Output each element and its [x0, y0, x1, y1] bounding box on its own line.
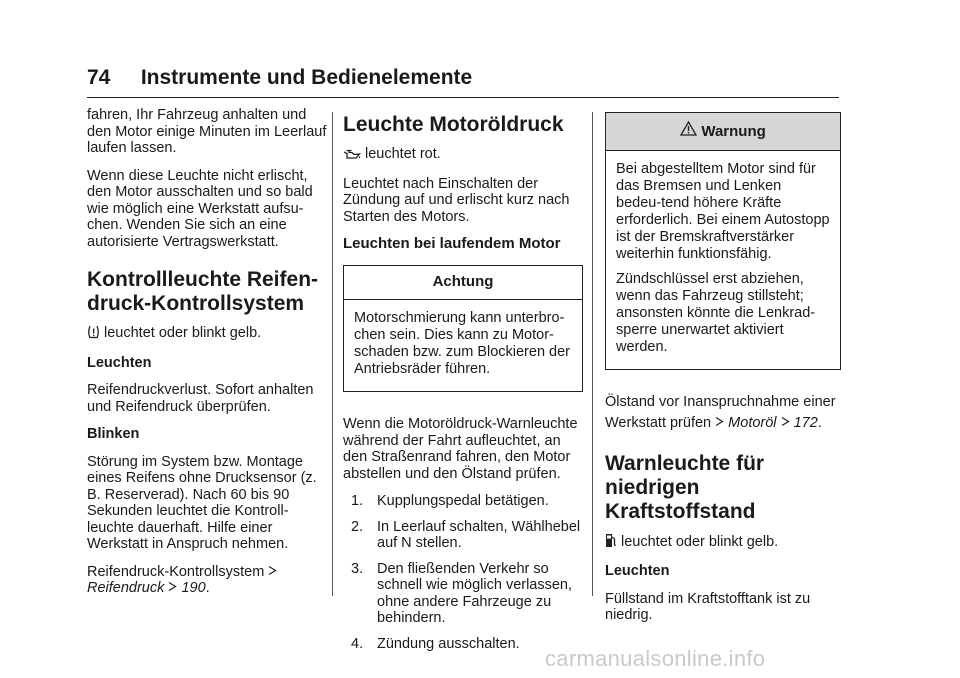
oil-status-line: leuchtet rot.: [343, 146, 583, 165]
column-divider-right: [592, 112, 593, 596]
column-divider-left: [332, 112, 333, 596]
page-header: [87, 66, 839, 90]
page-title: Instrumente und Bedienelemente: [140, 66, 473, 89]
tire-pressure-icon: [87, 325, 100, 344]
section-heading-low-fuel: Warnleuchte für niedrigen Kraftstoffstand: [605, 451, 765, 523]
reference-page[interactable]: 172: [793, 414, 818, 431]
caution-box: [343, 265, 583, 393]
paragraph: Reifendruckverlust. Sofort anhalten und Reifendruck überprüfen.: [87, 382, 314, 415]
reference-link[interactable]: Reifendruck: [87, 580, 165, 596]
header-rule: [87, 97, 839, 98]
paragraph: Füllstand im Kraftstofftank ist zu niedrig.: [605, 590, 811, 623]
page-number: 74: [87, 66, 111, 89]
fuel-status-line: leuchtet oder blinkt gelb.: [605, 533, 841, 553]
list-item: 4. Zündung ausschalten.: [351, 635, 520, 652]
list-item: 2. In Leerlauf schalten, Wählhebel auf N stellen.: [351, 518, 581, 551]
subheading-leuchten: Leuchten: [87, 354, 152, 371]
reference-arrow-icon: [268, 564, 277, 580]
reference-link[interactable]: Motoröl: [728, 414, 777, 431]
column-1: [87, 107, 327, 608]
reference-page[interactable]: 190: [181, 580, 206, 596]
watermark: carmanualsonline.info: [545, 646, 766, 671]
caution-body: Motorschmierung kann unterbro-chen sein. Dies kann zu Motor-schaden bzw. zum Blockieren der Antriebsräder führen.: [354, 310, 570, 377]
paragraph: Störung im System bzw. Montage eines Reifens ohne Drucksensor (z. B. Reserverad). Nach 60 bis 90 Sekunden leuchtet die Kontroll-leuchte dauerhaft. Hilfe einer Werkstatt in Anspruch nehmen.: [87, 453, 317, 552]
subheading-running-engine: Leuchten bei laufendem Motor: [343, 235, 561, 252]
warning-box: [605, 112, 841, 370]
warning-body: Bei abgestelltem Motor sind für das Bremsen und Lenken bedeu-tend höhere Kräfte erforderlich. Bei einem Autostopp ist der Bremskraftverstärker weiterhin funktionsfähig. Zündschlüssel erst abziehen, wenn das Fahrzeug stillsteht; ansonsten könnte die Lenkrad-sperre unerwartet aktiviert werden.: [616, 160, 830, 355]
paragraph: Wenn die Motoröldruck-Warnleuchte während der Fahrt aufleuchtet, an den Straßenrand fahren, den Motor abstellen und den Ölstand prüfen.: [343, 416, 578, 482]
caution-title: Achtung: [344, 266, 582, 301]
warning-title: Warnung: [606, 113, 840, 151]
paragraph: fahren, Ihr Fahrzeug anhalten und den Motor einige Minuten im Leerlauf laufen lassen.: [87, 107, 327, 156]
subheading-leuchten: Leuchten: [605, 563, 670, 579]
subheading-blinken: Blinken: [87, 426, 140, 442]
oil-can-icon: [343, 148, 361, 165]
section-heading-oil-pressure: Leuchte Motoröldruck: [343, 113, 564, 136]
paragraph: Leuchtet nach Einschalten der Zündung auf und erlischt kurz nach Starten des Motors.: [343, 175, 570, 225]
reference-arrow-icon: [715, 415, 728, 431]
cross-reference: Ölstand vor Inanspruchnahme einer Werkstatt prüfen Motoröl 172.: [605, 393, 836, 431]
steps-list: [343, 493, 583, 652]
list-item: 1. Kupplungspedal betätigen.: [351, 493, 549, 509]
cross-reference: Reifendruck-Kontrollsystem Reifendruck 190.: [87, 564, 327, 597]
reference-arrow-icon: [781, 415, 794, 431]
column-2: [343, 107, 583, 661]
fuel-pump-icon: [605, 533, 617, 553]
section-heading-tpms: Kontrollleuchte Reifen- druck-Kontrollsystem: [87, 268, 319, 315]
reference-arrow-icon: [168, 580, 181, 596]
paragraph: Wenn diese Leuchte nicht erlischt, den Motor ausschalten und so bald wie möglich eine Werkstatt aufsu-chen. Wenden Sie sich an eine autorisierte Vertragswerkstatt.: [87, 167, 313, 250]
tpms-status-line: leuchtet oder blinkt gelb.: [87, 325, 327, 344]
list-item: 3. Den fließenden Verkehr so schnell wie möglich verlassen, ohne andere Fahrzeuge zu behindern.: [351, 560, 573, 626]
warning-triangle-icon: [680, 123, 701, 140]
column-3: [605, 112, 841, 635]
